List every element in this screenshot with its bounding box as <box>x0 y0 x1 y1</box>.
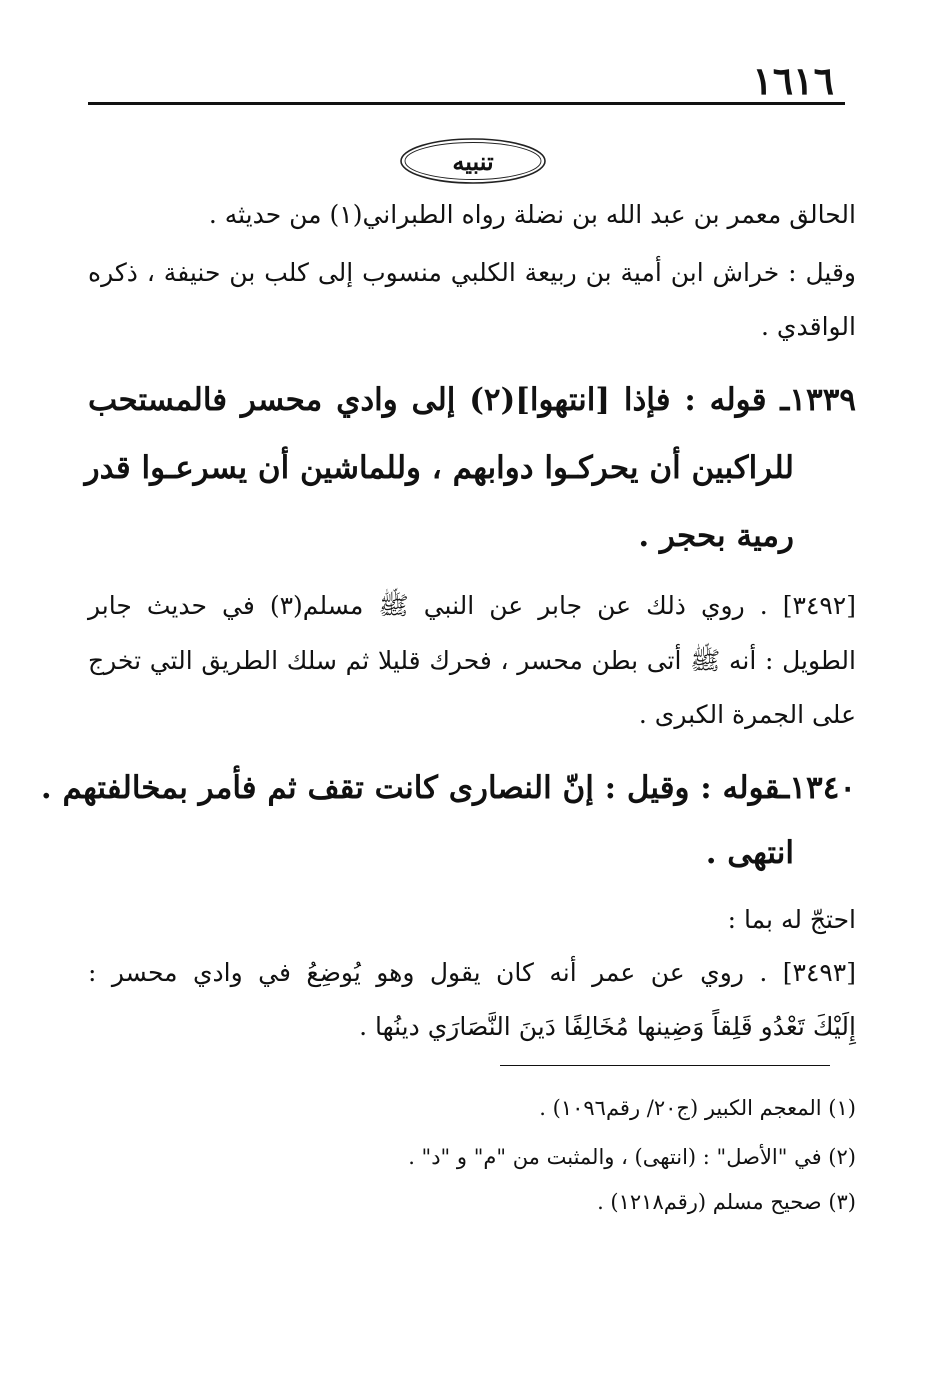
footnote-rule <box>500 1065 830 1066</box>
footnote-2: (٢) في "الأصل" : (انتهى) ، والمثبت من "م" و "د" . <box>408 1145 856 1169</box>
hadith-3492-line2: الطويل : أنه ﷺ أتى بطن محسر ، فحرك قليلا ثم سلك الطريق التي تخرج <box>88 646 856 675</box>
entry-1339-line1: ١٣٣٩ـ قوله : فإذا [انتهوا](٢) إلى وادي محسر فالمستحب <box>88 382 857 418</box>
entry-1340-line2: انتهى . <box>705 835 794 871</box>
tanbih-heading <box>398 133 548 189</box>
page-number: ١٦١٦ <box>752 58 834 103</box>
paragraph1-line1: الحالق معمر بن عبد الله بن نضلة رواه الطبراني(١) من حديثه . <box>208 200 856 229</box>
hadith-3492-line1: [٣٤٩٢] . روي ذلك عن جابر عن النبي ﷺ مسلم(٣) في حديث جابر <box>88 591 856 620</box>
paragraph1-line3: الواقدي . <box>761 312 856 341</box>
hadith-3493-line2: إِلَيْكَ تَعْدُو قَلِقاً وَضِينها مُخَالِفًا دَينَ النَّصَارَي دينُها . <box>359 1012 856 1041</box>
entry-1339-line3: رمية بحجر . <box>638 518 794 554</box>
header-rule <box>88 102 845 105</box>
footnote-3: (٣) صحيح مسلم (رقم١٢١٨) . <box>597 1190 856 1214</box>
paragraph1-line2: وقيل : خراش ابن أمية بن ربيعة الكلبي منسوب إلى كلب بن حنيفة ، ذكره <box>88 258 856 287</box>
footnote-1: (١) المعجم الكبير (ج٢٠/ رقم١٠٩٦) . <box>539 1096 856 1120</box>
hadith-3493-line1: [٣٤٩٣] . روي عن عمر أنه كان يقول وهو يُوضِعُ في وادي محسر : <box>88 958 856 987</box>
entry-1340-line1: ١٣٤٠ـقوله : وقيل : إنّ النصارى كانت تقف ثم فأمر بمخالفتهم . <box>40 770 856 806</box>
hadith-3493-intro: احتجّ له بما : <box>727 905 856 934</box>
hadith-3492-line3: على الجمرة الكبرى . <box>638 700 856 729</box>
tanbih-label: تنبيه <box>452 146 494 176</box>
entry-1339-line2: للراكبين أن يحركـوا دوابهم ، وللماشين أن يسرعـوا قدر <box>84 450 794 486</box>
